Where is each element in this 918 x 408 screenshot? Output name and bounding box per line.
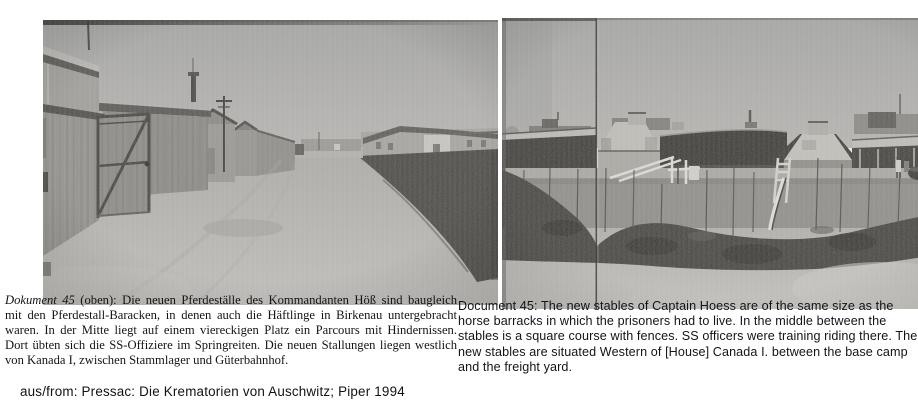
german-caption-line-1-rest: (oben): Die neuen Pferdeställe des Kommandanten Höß sind baugleich — [74, 293, 457, 307]
english-caption-line-1: Document 45: The new stables of Captain Hoess are of the same size as the — [458, 299, 894, 313]
english-caption-line-2: horse barracks in which the prisoners had to live. In the middle between the — [458, 314, 887, 329]
right-photo-illustration — [502, 18, 918, 309]
german-caption-line-4: Dort übten sich die SS-Offiziere im Springreiten. Die neuen Stallungen liegen westlich — [5, 338, 457, 352]
german-caption-line-2: mit den Pferdestall-Baracken, in denen auch die Häftlinge in Birkenau untergebracht — [5, 308, 457, 322]
german-caption-lead: Dokument 45 — [5, 293, 75, 307]
left-photo-camp-street — [43, 20, 498, 305]
english-caption-line-5: and the freight yard. — [458, 359, 573, 374]
german-caption-line-3: waren. In der Mitte liegt auf einem viereckigen Platz ein Parcours mit Hindernissen. — [5, 323, 457, 337]
english-caption-line-4: new stables are situated Western of [House] Canada I. between the base camp — [458, 344, 908, 359]
german-caption-line-1 — [5, 293, 457, 308]
left-photo-illustration — [43, 20, 498, 305]
right-photo-riding-course — [502, 18, 918, 309]
german-caption-line-5: von Kanada I, zwischen Stammlager und Güterbahnhof. — [5, 353, 289, 367]
english-caption-line-3: stables is a square course with fences. SS officers were training riding there. The — [458, 329, 918, 344]
german-caption — [5, 293, 457, 368]
english-caption — [458, 299, 916, 375]
source-attribution: aus/from: Pressac: Die Krematorien von Auschwitz; Piper 1994 — [20, 384, 405, 399]
